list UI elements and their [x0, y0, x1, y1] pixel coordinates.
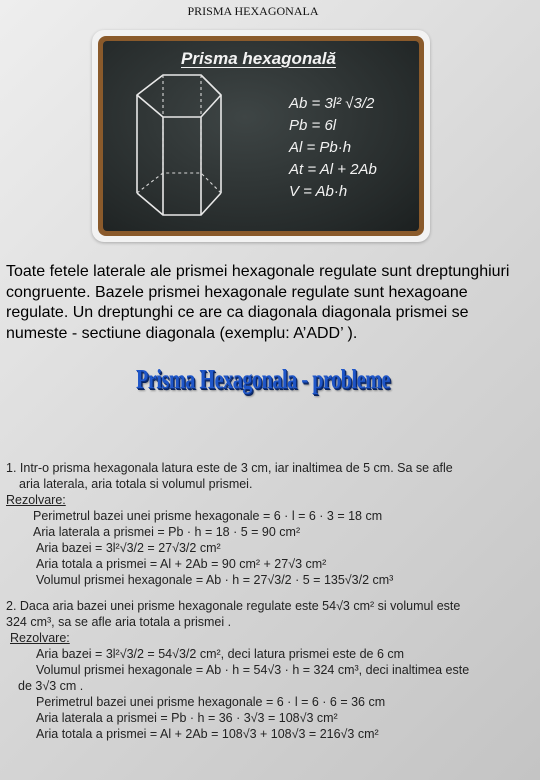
page-title: PRISMA HEXAGONALA — [187, 4, 319, 18]
formula-list — [289, 93, 377, 203]
problem2-step: Aria laterala a prismei = Pb · h = 36 · 3√3 = 108√3 cm² — [36, 711, 338, 725]
formula-total-area: At = Al + 2Ab — [289, 161, 377, 178]
formula-base-perimeter: Pb = 6l — [289, 117, 337, 134]
problems-block — [6, 460, 536, 742]
hexagonal-prism-drawing — [117, 65, 237, 231]
problem2-solution-label: Rezolvare: — [10, 631, 70, 645]
chalkboard-wood-frame — [98, 36, 424, 236]
problem1-solution-label: Rezolvare: — [6, 493, 66, 507]
problem1-statement-line2: aria laterala, aria totala si volumul prismei. — [19, 477, 253, 491]
problem2-statement-line2: 324 cm³, sa se afle aria totala a prismei . — [6, 615, 232, 629]
problem1-step: Aria bazei = 3l²√3/2 = 27√3/2 cm² — [36, 541, 221, 555]
problem2-step: Aria totala a prismei = Al + 2Ab = 108√3 + 108√3 = 216√3 cm² — [36, 727, 379, 741]
chalkboard-title: Prisma hexagonală — [181, 49, 336, 68]
problem1-statement-line1: 1. Intr-o prisma hexagonala latura este de 3 cm, iar inaltimea de 5 cm. Sa se afle — [6, 461, 453, 475]
formula-base-area: Ab = 3l² √3/2 — [289, 95, 375, 112]
problem1-step: Volumul prismei hexagonale = Ab · h = 27√3/2 · 5 = 135√3/2 cm³ — [36, 573, 394, 587]
formula-lateral-area: Al = Pb·h — [289, 139, 352, 156]
problem1-step: Perimetrul bazei unei prisme hexagonale = 6 · l = 6 · 3 = 18 cm — [33, 509, 383, 523]
problem2-step: Aria bazei = 3l²√3/2 = 54√3/2 cm², deci latura prismei este de 6 cm — [36, 647, 405, 661]
chalkboard-surface — [103, 41, 419, 231]
problem2-statement-line1: 2. Daca aria bazei unei prisme hexagonale regulate este 54√3 cm² si volumul este — [6, 599, 461, 613]
chalkboard-image — [92, 30, 430, 242]
intro-paragraph: Toate fetele laterale ale prismei hexagonale regulate sunt dreptunghiuri congruente. Bazele prismei hexagonale regulate sunt hexagoane regulate. Un dreptunghi ce are ca diagonala diagonala prismei se numeste - sectiune diagonala (exemplu: A’ADD’ ). — [6, 263, 510, 342]
problem2-step: Perimetrul bazei unei prisme hexagonale = 6 · l = 6 · 6 = 36 cm — [36, 695, 386, 709]
problem1-step: Aria totala a prismei = Al + 2Ab = 90 cm² + 27√3 cm² — [36, 557, 327, 571]
problem1-step: Aria laterala a prismei = Pb · h = 18 · 5 = 90 cm² — [33, 525, 301, 539]
problem2-step: de 3√3 cm . — [18, 679, 84, 693]
formula-volume: V = Ab·h — [289, 183, 348, 200]
problem2-step: Volumul prismei hexagonale = Ab · h = 54√3 · h = 324 cm³, deci inaltimea este — [36, 663, 470, 677]
section-heading: Prisma Hexagonala - probleme — [136, 364, 390, 394]
